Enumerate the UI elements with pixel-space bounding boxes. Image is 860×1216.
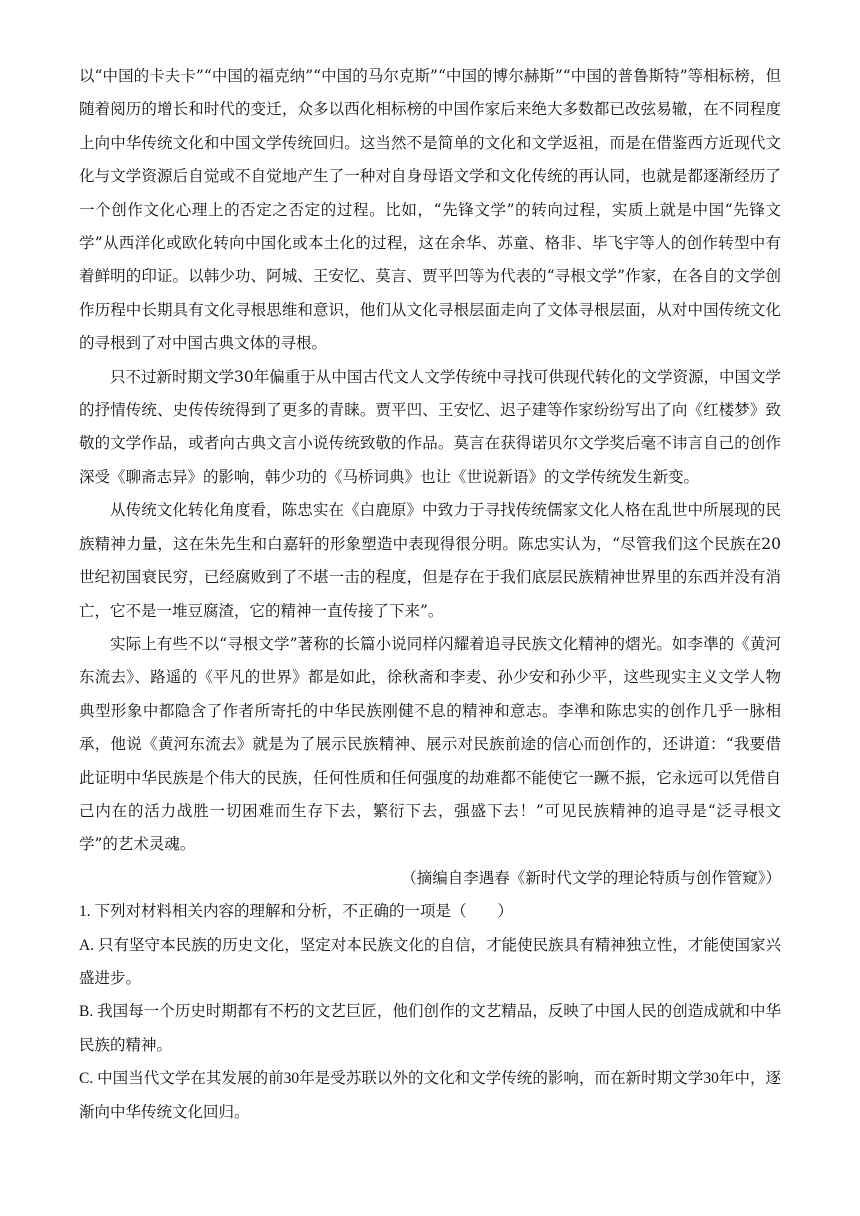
paragraph-1: 以“中国的卡夫卡”“中国的福克纳”“中国的马尔克斯”“中国的博尔赫斯”“中国的普鲁斯特”等相标榜，但随着阅历的增长和时代的变迁，众多以西化相标榜的中国作家后来绝大多数都已改弦易辙，在不同程度上向中华传统文化和中国文学传统回归。这当然不是简单的文化和文学返祖，而是在借鉴西方近现代文化与文学资源后自觉或不自觉地产生了一种对自身母语文学和文化传统的再认同，也就是都逐渐经历了一个创作文化心理上的否定之否定的过程。比如，“先锋文学”的转向过程，实质上就是中国“先锋文学”从西洋化或欧化转向中国化或本土化的过程，这在余华、苏童、格非、毕飞宇等人的创作转型中有着鲜明的印证。以韩少功、阿城、王安忆、莫言、贾平凹等为代表的“寻根文学”作家，在各自的文学创作历程中长期具有文化寻根思维和意识，他们从文化寻根层面走向了文体寻根层面，从对中国传统文化的寻根到了对中国古典文体的寻根。 (79, 67, 781, 353)
source-citation: （摘编自李遇春《新时代文学的理论特质与创作管窥》） (401, 868, 781, 887)
document-page (79, 60, 781, 1129)
paragraph-3: 从传统文化转化角度看，陈忠实在《白鹿原》中致力于寻找传统儒家文化人格在乱世中所展现的民族精神力量，这在朱先生和白嘉轩的形象塑造中表现得很分明。陈忠实认为，“尽管我们这个民族在20世纪初国衰民穷，已经腐败到了不堪一击的程度，但是存在于我们底层民族精神世界里的东西并没有消亡，它不是一堆豆腐渣，它的精神一直传接了下来”。 (79, 501, 781, 620)
option-a: A. 只有坚守本民族的历史文化，坚定对本民族文化的自信，才能使民族具有精神独立性，才能使国家兴盛进步。 (79, 936, 781, 987)
paragraph-2: 只不过新时期文学30年偏重于从中国古代文人文学传统中寻找可供现代转化的文学资源，中国文学的抒情传统、史传传统得到了更多的青睐。贾平凹、王安忆、迟子建等作家纷纷写出了向《红楼梦》致敬的文学作品，或者向古典文言小说传统致敬的作品。莫言在获得诺贝尔文学奖后毫不讳言自己的创作深受《聊斋志异》的影响，韩少功的《马桥词典》也让《世说新语》的文学传统发生新变。 (79, 367, 781, 486)
option-c: C. 中国当代文学在其发展的前30年是受苏联以外的文化和文学传统的影响，而在新时期文学30年中，逐渐向中华传统文化回归。 (79, 1070, 781, 1121)
option-b: B. 我国每一个历史时期都有不朽的文艺巨匠，他们创作的文艺精品，反映了中国人民的创造成就和中华民族的精神。 (79, 1003, 781, 1054)
question-stem: 1. 下列对材料相关内容的理解和分析，不正确的一项是（ ） (79, 903, 514, 921)
paragraph-4: 实际上有些不以“寻根文学”著称的长篇小说同样闪耀着追寻民族文化精神的熠光。如李凖的《黄河东流去》、路遥的《平凡的世界》都是如此，徐秋斋和李麦、孙少安和孙少平，这些现实主义文学人物典型形象中都隐含了作者所寄托的中华民族刚健不息的精神和意志。李凖和陈忠实的创作几乎一脉相承，他说《黄河东流去》就是为了展示民族精神、展示对民族前途的信心而创作的，还讲道：“我要借此证明中华民族是个伟大的民族，任何性质和任何强度的劫难都不能使它一蹶不振，它永远可以凭借自己内在的活力战胜一切困难而生存下去，繁衍下去，强盛下去！”可见民族精神的追寻是“泛寻根文学”的艺术灵魂。 (79, 634, 781, 854)
